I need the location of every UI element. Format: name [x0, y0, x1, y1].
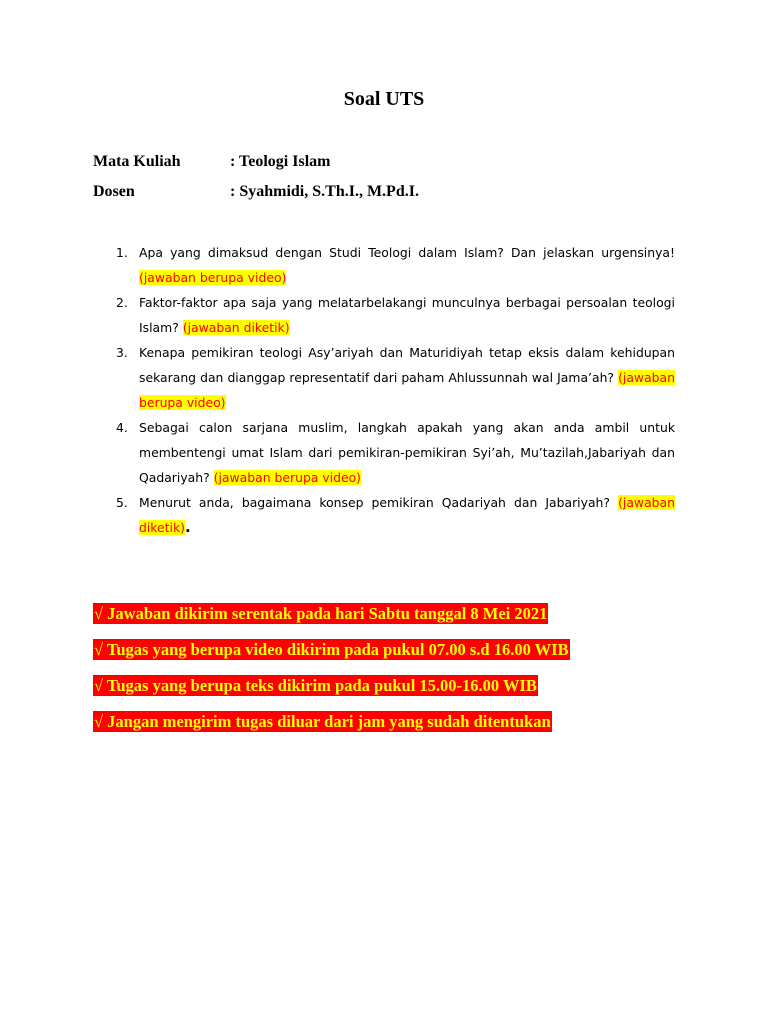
answer-format-note: (jawaban berupa video) — [213, 470, 362, 485]
question-item — [108, 240, 675, 290]
question-text: Apa yang dimaksud dengan Studi Teologi dalam Islam? Dan jelaskan urgensinya! — [139, 245, 675, 260]
lecturer-label: Dosen — [93, 183, 135, 200]
answer-format-note: (jawaban berupa video) — [139, 270, 287, 285]
question-list — [108, 240, 675, 540]
answer-format-note: (jawaban berupa video) — [139, 370, 675, 410]
question-text: Kenapa pemikiran teologi Asy’ariyah dan Maturidiyah tetap eksis dalam kehidupan sekarang dan dianggap representatif dari paham Ahlussunnah wal Jama’ah? — [139, 345, 675, 385]
question-item — [108, 340, 675, 415]
question-number: 3. — [116, 345, 128, 360]
answer-format-note: (jawaban diketik) — [182, 320, 290, 335]
question-item — [108, 490, 675, 540]
question-text: Faktor-faktor apa saja yang melatarbelakangi munculnya berbagai persoalan teologi Islam? — [139, 295, 675, 335]
course-value: : Teologi Islam — [230, 153, 331, 170]
lecturer-row — [93, 183, 419, 201]
question-suffix: . — [184, 518, 191, 536]
question-text: Sebagai calon sarjana muslim, langkah apakah yang akan anda ambil untuk membentengi umat Islam dari pemikiran-pemikiran Syi’ah, Mu’tazilah,Jabariyah dan Qadariyah? — [139, 420, 675, 485]
question-item — [108, 415, 675, 490]
notice-item: √ Jangan mengirim tugas diluar dari jam yang sudah ditentukan — [94, 712, 551, 731]
page-title: Soal UTS — [343, 88, 425, 110]
notice-item: √ Jawaban dikirim serentak pada hari Sabtu tanggal 8 Mei 2021 — [94, 604, 548, 623]
question-number: 4. — [116, 420, 128, 435]
notice-item: √ Tugas yang berupa teks dikirim pada pukul 15.00-16.00 WIB — [94, 676, 537, 695]
question-number: 1. — [116, 245, 128, 260]
question-number: 5. — [116, 495, 128, 510]
question-text: Menurut anda, bagaimana konsep pemikiran Qadariyah dan Jabariyah? — [139, 495, 610, 510]
lecturer-value: : Syahmidi, S.Th.I., M.Pd.I. — [230, 183, 419, 200]
question-item — [108, 290, 675, 340]
answer-format-note: (jawaban diketik) — [139, 495, 675, 535]
question-number: 2. — [116, 295, 128, 310]
notice-list — [93, 603, 570, 747]
course-label: Mata Kuliah — [93, 153, 181, 170]
notice-item: √ Tugas yang berupa video dikirim pada pukul 07.00 s.d 16.00 WIB — [94, 640, 569, 659]
course-row — [93, 153, 330, 171]
